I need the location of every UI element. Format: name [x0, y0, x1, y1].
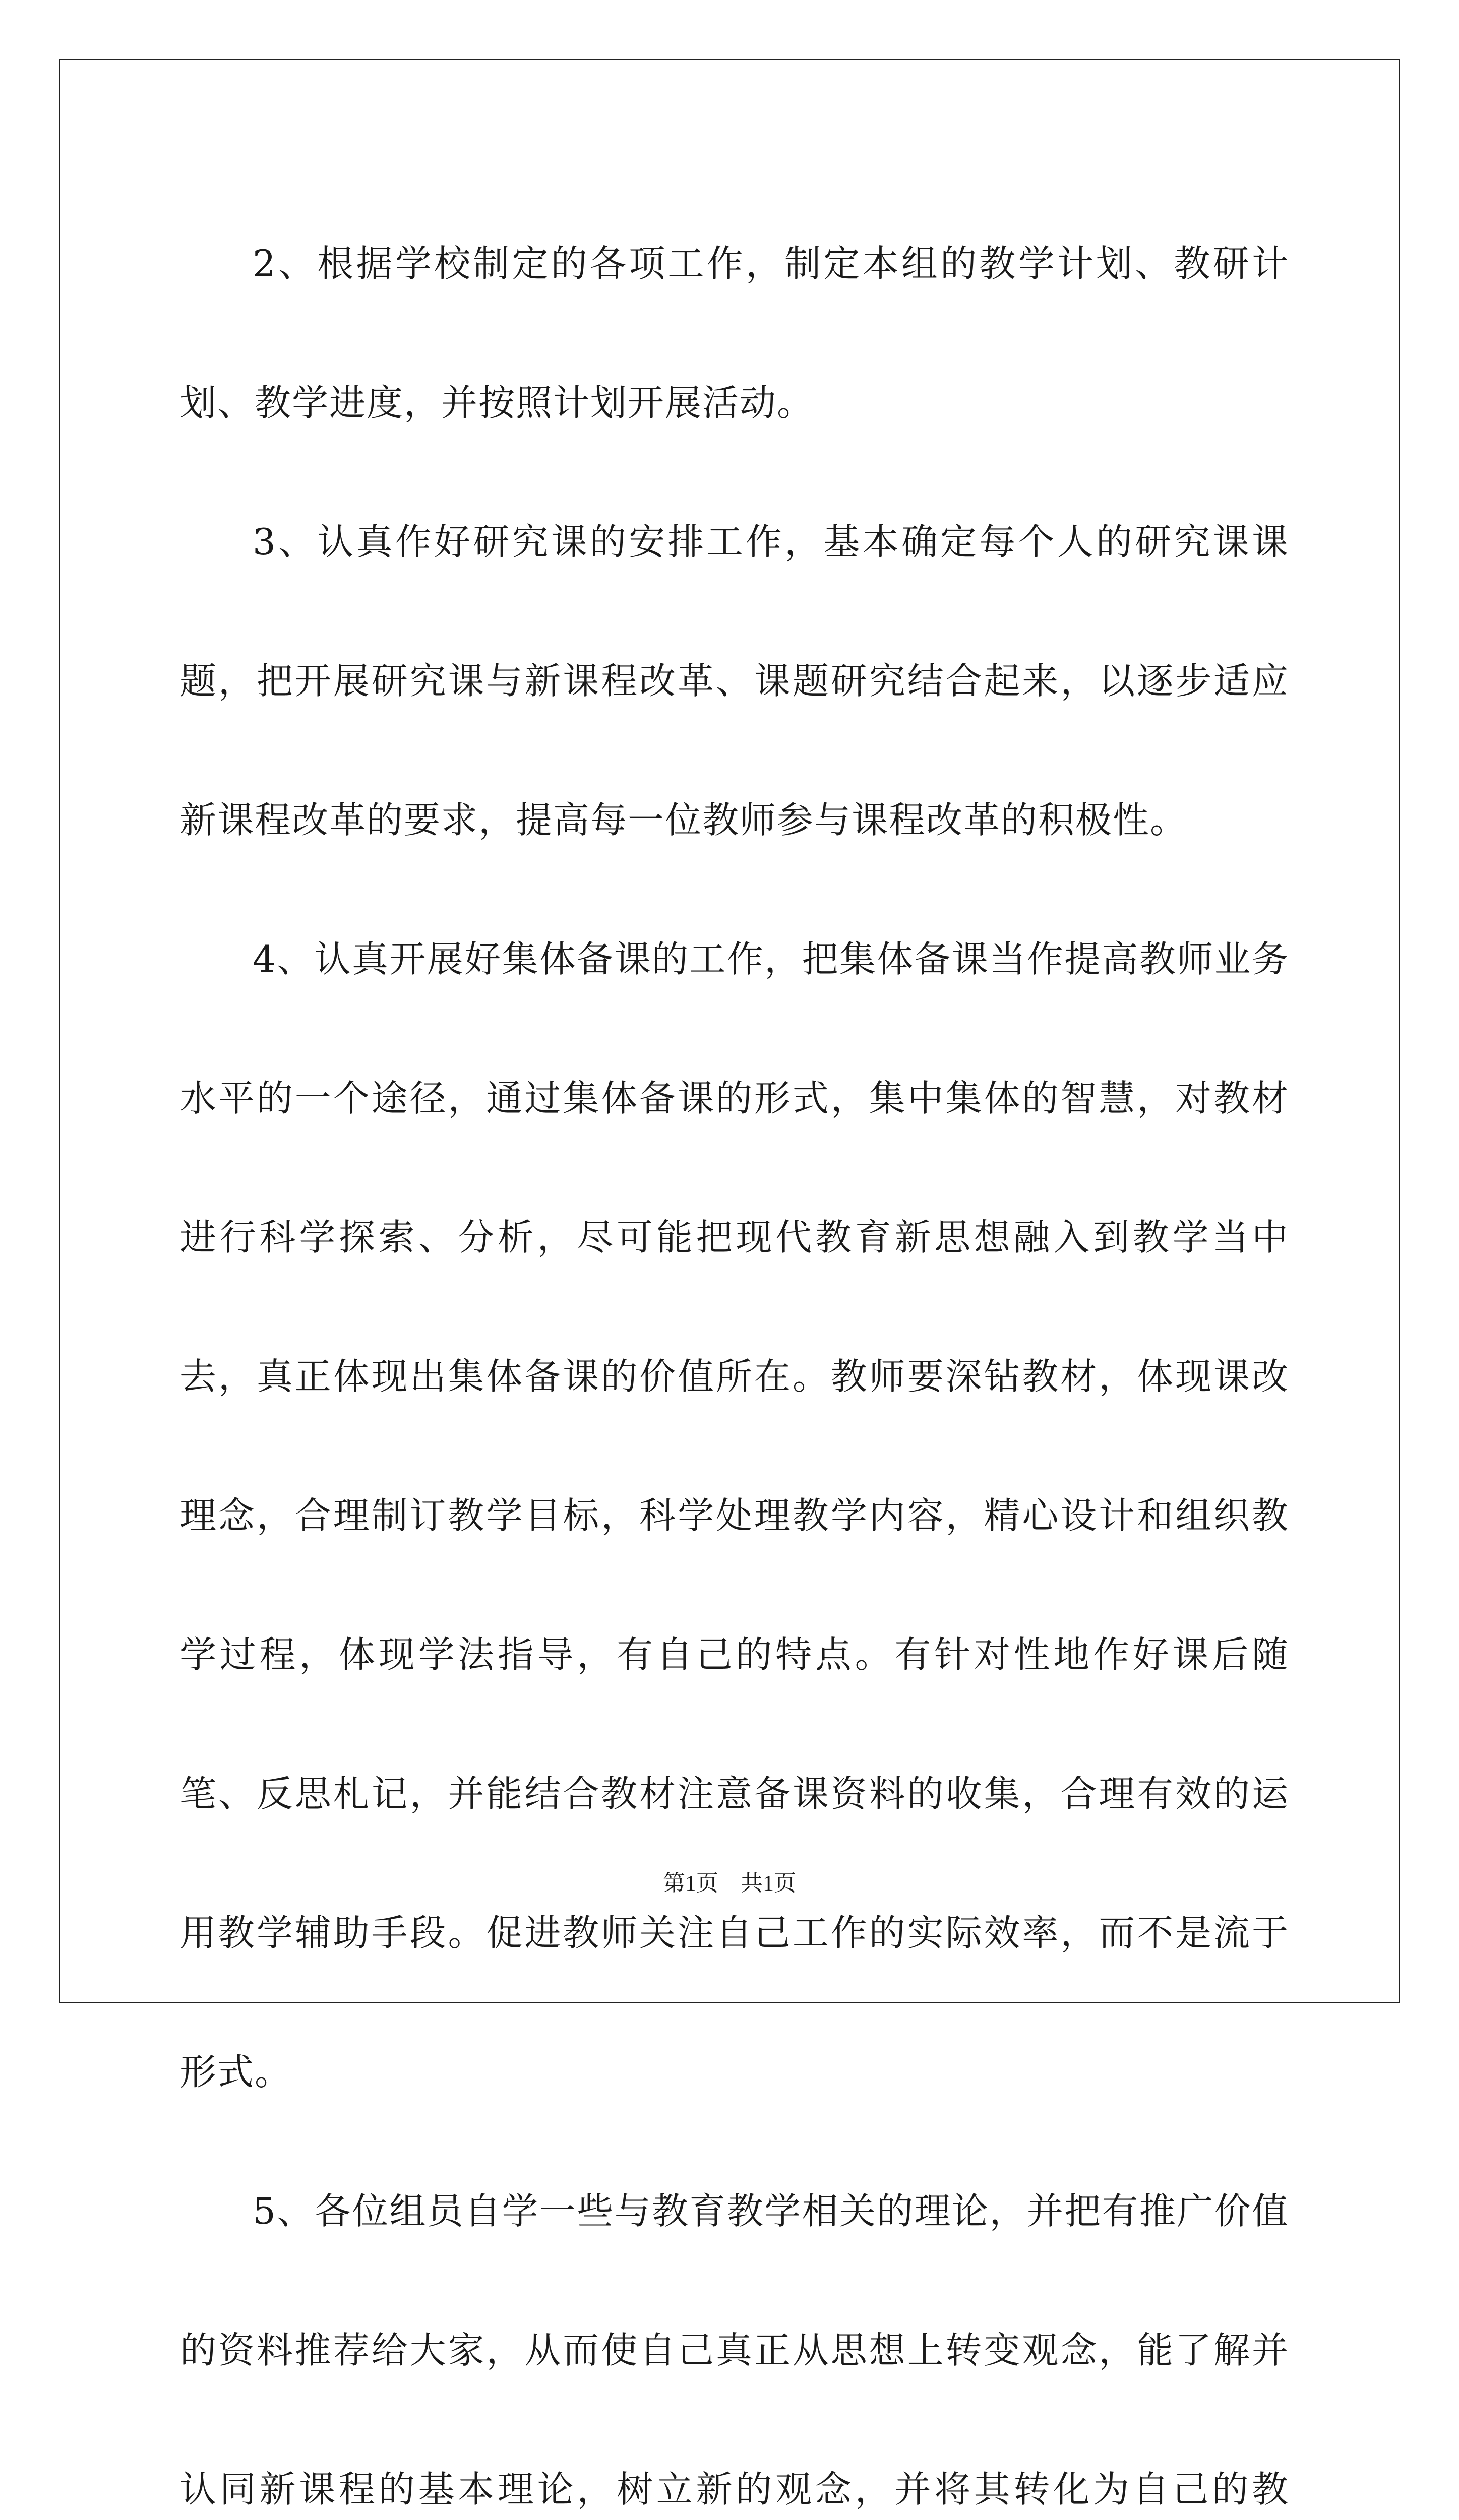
paragraph-item-4: 4、认真开展好集体备课的工作，把集体备课当作提高教师业务水平的一个途径，通过集体备课的形式，集中集体的智慧，对教材进行科学探索、分析，尽可能把现代教育新思想融入到教学当中去，真正体现出集体备课的价值所在。教师要深钻教材，体现课改理念，合理制订教学目标，科学处理教学内容，精心设计和组织教学过程，体现学法指导，有自己的特点。有针对性地作好课后随笔、反思札记，并能结合教材注意备课资料的收集，合理有效的运用教学辅助手段。促进教师关注自己工作的实际效率，而不是流于形式。	[180, 938, 1289, 2093]
document-body	[180, 194, 1289, 2520]
paragraph-item-5: 5、各位组员自学一些与教育教学相关的理论，并把有推广价值的资料推荐给大家，从而使自己真正从思想上转变观念，能了解并认同新课程的基本理论，树立新的观念，并将其转化为自己的教	[180, 2190, 1289, 2510]
page-number-footer: 第1页 共1页	[663, 1871, 796, 1896]
paragraph-item-2: 2、根据学校制定的各项工作，制定本组的教学计划、教研计划、教学进度，并按照计划开展活动。	[180, 242, 1289, 424]
paragraph-item-3: 3、认真作好研究课的安排工作，基本确定每个人的研究课课题，把开展研究课与新课程改革、课题研究结合起来，以逐步适应新课程改革的要求，提高每一位教师参与课程改革的积极性。	[180, 521, 1289, 841]
